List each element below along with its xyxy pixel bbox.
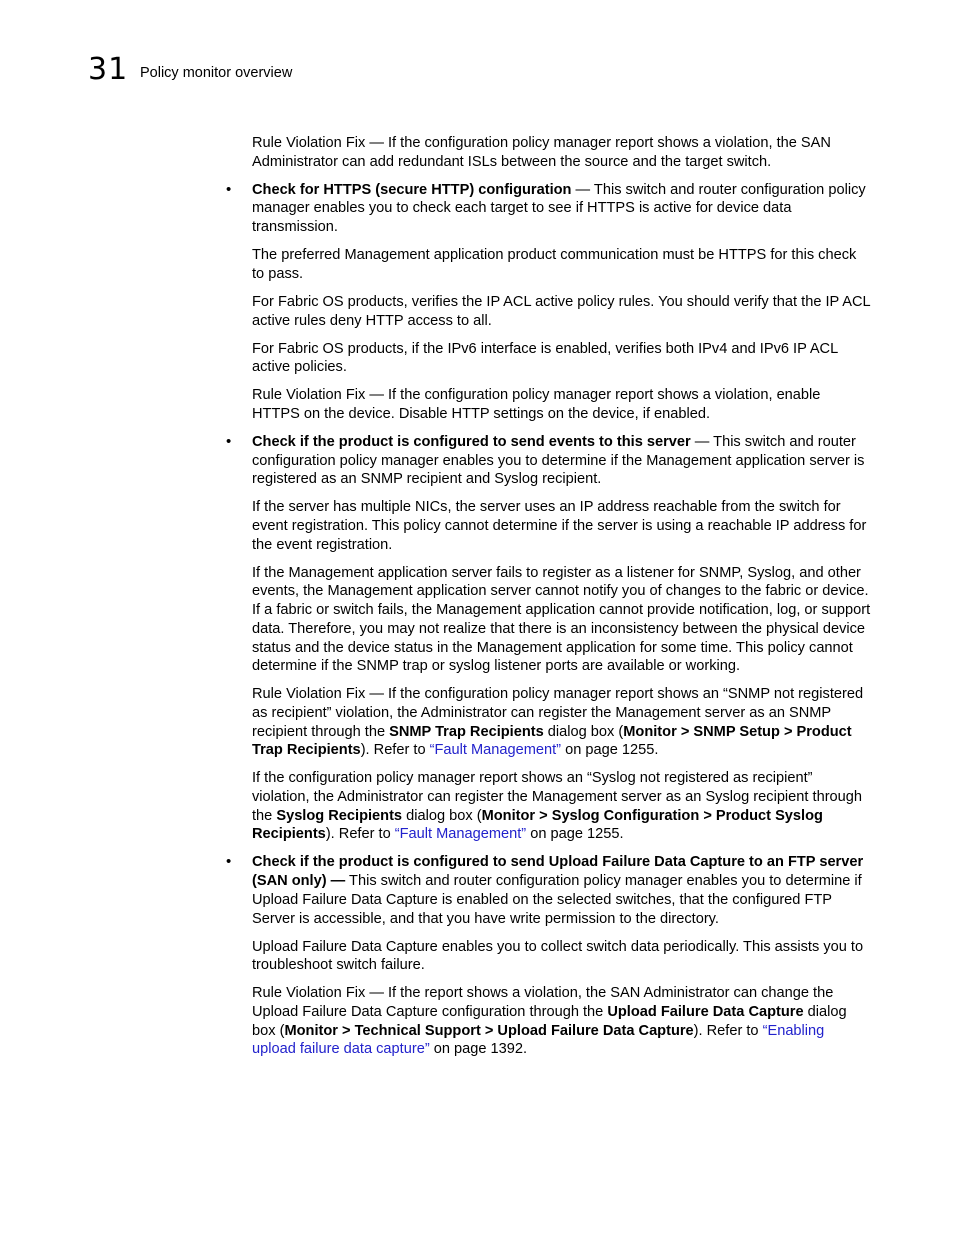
paragraph-rule-fix-https: Rule Violation Fix — If the configuration policy manager report shows a violation, enable HTTPS on the device. Disable HTTP settings on the device, if enabled. [252,387,821,422]
page-body [252,134,872,1068]
paragraph-rule-fix-upload [252,984,872,1059]
paragraph-rule-fix-snmp [252,685,872,760]
menu-path: Monitor > Technical Support > Upload Failure Data Capture [284,1022,694,1039]
enabling-upload-failure-link[interactable]: “Enabling upload failure data capture” [252,1022,825,1058]
text-run: on page 1255. [526,826,624,843]
bullet-events-check [252,433,872,489]
text-run: dialog box ( [543,723,624,740]
fault-management-link[interactable]: “Fault Management” [429,742,562,759]
chapter-title: Policy monitor overview [140,65,293,81]
paragraph-rule-fix-isl: Rule Violation Fix — If the configuration policy manager report shows a violation, the SAN Administrator can add redundant ISLs between the source and the target switch. [252,135,831,170]
paragraph-register-failure: If the Management application server fails to register as a listener for SNMP, Syslog, and other events, the Management application server cannot notify you of changes to the fabric or device. If a fabric or switch fails, the Management application cannot provide notification, log, or support data. Therefore, you may not realize that there is an inconsistency between the physical device status and the device status in the Management application for some time. This policy cannot determine if the SNMP trap or syslog listener ports are available or working. [252,564,871,675]
paragraph-ipv6: For Fabric OS products, if the IPv6 interface is enabled, verifies both IPv4 and IPv6 IP ACL active policies. [252,340,838,376]
bullet-https-check [252,181,872,237]
bullet-term: Check if the product is configured to send Upload Failure Data Capture to an FTP server (SAN only) — [252,854,864,890]
bullet-term: Check for HTTPS (secure HTTP) configuration [252,181,572,198]
fault-management-link[interactable]: “Fault Management” [394,826,527,843]
bullet-upload-failure-check [252,853,872,928]
text-run: Rule Violation Fix — If the report shows a violation, the SAN Administrator can change the Upload Failure Data Capture configuration through the [252,985,834,1020]
text-run: on page 1392. [429,1041,528,1058]
paragraph-ip-acl: For Fabric OS products, verifies the IP ACL active policy rules. You should verify that the IP ACL active rules deny HTTP access to all. [252,293,871,329]
menu-path: Monitor > Syslog Configuration > Product Syslog Recipients [252,807,823,843]
text-run: If the configuration policy manager report shows an “Syslog not registered as recipient” violation, the Administrator can register the Management server as an Syslog recipient through the [252,770,863,824]
bullet-text: This switch and router configuration policy manager enables you to determine if Upload Failure Data Capture is enabled on the selected switches, that the configured FTP Server is accessible, and that you have write permission to the directory. [252,873,862,927]
text-run: dialog box ( [252,1003,847,1039]
bullet-text: — This switch and router configuration policy manager enables you to determine if the Management application server is registered as an SNMP recipient and Syslog recipient. [252,433,865,488]
paragraph-https-preferred: The preferred Management application product communication must be HTTPS for this check to pass. [252,247,857,282]
bullet-term: Check if the product is configured to send events to this server [252,433,691,450]
chapter-number: 31 [88,52,129,87]
ui-term: SNMP Trap Recipients [389,723,544,740]
paragraph-multiple-nics: If the server has multiple NICs, the server uses an IP address reachable from the switch for event registration. This policy cannot determine if the server is using a reachable IP address for the event registration. [252,499,867,553]
bullet-text: — This switch and router configuration policy manager enables you to check each target to see if HTTPS is active for device data transmission. [252,181,866,236]
text-run: ). Refer to [360,742,430,759]
paragraph-upload-failure: Upload Failure Data Capture enables you to collect switch data periodically. This assists you to troubleshoot switch failure. [252,938,864,974]
menu-path: Monitor > SNMP Setup > Product Trap Recipients [252,723,852,759]
text-run: ). Refer to [325,826,395,843]
text-run: ). Refer to [693,1022,763,1039]
ui-term: Syslog Recipients [276,807,403,824]
text-run: dialog box ( [402,807,482,824]
ui-term: Upload Failure Data Capture [607,1003,804,1020]
paragraph-syslog [252,769,872,844]
text-run: Rule Violation Fix — If the configuration policy manager report shows an “SNMP not registered as recipient” violation, the Administrator can register the Management server as an SNMP recipient through the [252,686,864,740]
text-run: on page 1255. [561,742,659,759]
